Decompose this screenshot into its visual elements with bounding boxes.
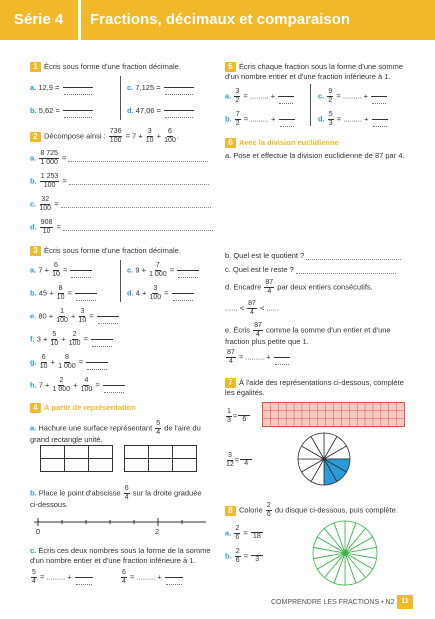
ex4-c-item-2: $\frac{6}{4}$ = ......... +	[120, 569, 184, 586]
example-fraction-1: $\frac{736}{100}$	[109, 128, 122, 144]
ex1-number: 1	[30, 62, 41, 72]
ex1-item-c	[127, 81, 195, 95]
ex3-item-e: e. 80 + $\frac{1}{100}$ + $\frac{3}{10}$ =	[30, 308, 120, 325]
ex5-item-d: d. $\frac{5}{3}$ = ......... +	[318, 111, 389, 128]
ex8-instruction: 8 Colorie $\frac{2}{6}$ du disque ci-dessous, puis complète.	[225, 502, 398, 519]
footer-text: COMPRENDRE LES FRACTIONS • N2	[271, 599, 395, 606]
item-expr: 5,62 =	[38, 105, 60, 115]
ex6-a: a. Pose et effectue la division euclidienne de 87 par 4.	[225, 151, 405, 160]
item-letter: d.	[127, 105, 134, 115]
ex6-b: b. Quel est le quotient ?	[225, 251, 401, 261]
page-title: Fractions, décimaux et comparaison	[90, 11, 351, 28]
ex4-number: 4	[30, 403, 41, 413]
answer-fraction[interactable]	[177, 264, 199, 278]
item-letter: c.	[30, 199, 37, 209]
answer-fraction[interactable]	[164, 104, 194, 118]
ex1-divider	[120, 76, 121, 120]
ex7-eq-1[interactable]: $\frac{1}{3}$ = 6	[225, 408, 251, 425]
ex4-c-item-1: $\frac{5}{4}$ = ......... +	[30, 569, 94, 586]
ex3-item-d: d. 4 + $\frac{3}{100}$ =	[127, 285, 195, 302]
ex6-heading: 6 Avec la division euclidienne	[225, 138, 339, 148]
ex4-c-text2: d'un nombre entier et d'une fraction inférieure à 1.	[30, 556, 196, 565]
item-fraction: $\frac{1 253}{100}$	[40, 173, 59, 189]
ex2-text: Décompose ainsi :	[44, 131, 106, 141]
ex5-divider	[310, 84, 311, 126]
ex5-instruction: 5 Écris chaque fraction sous la forme d'une somme	[225, 62, 403, 72]
answer-fraction[interactable]	[63, 104, 93, 118]
axis-label-2: 2	[155, 527, 160, 536]
answer-fraction[interactable]	[97, 310, 119, 324]
item-letter: b.	[30, 105, 37, 115]
ex7-text2: les égalités.	[225, 388, 265, 397]
ex4-heading	[30, 403, 136, 413]
ex8-item-a[interactable]: a. $\frac{2}{6}$ = 18	[225, 525, 264, 542]
ex3-number: 3	[30, 246, 41, 256]
ex6-e-fill[interactable]: $\frac{87}{4}$ = ......... +	[225, 349, 291, 366]
ex4-b-text: b. Place le point d'abscisse $\frac{6}{4}$ sur la droite graduée	[30, 485, 202, 501]
answer-line[interactable]	[69, 178, 209, 185]
pie-disc-twelfths	[296, 431, 352, 487]
ex4-a-text: a. Hachure une surface représentant $\frac{5}{4}$ de l'aire du	[30, 420, 201, 436]
ex2-item-d: d. $\frac{908}{10}$ =	[30, 219, 213, 236]
example-end: .	[176, 131, 179, 141]
ex2-instruction	[30, 128, 179, 145]
ex6-d: d. Encadre $\frac{87}{4}$ par deux entiers consécutifs.	[225, 279, 373, 295]
answer-line[interactable]	[68, 155, 208, 162]
item-letter: a.	[30, 82, 37, 92]
ex8-item-b[interactable]: b. $\frac{2}{6}$ = 3	[225, 548, 264, 565]
answer-fraction[interactable]	[172, 287, 194, 301]
answer-line[interactable]	[63, 224, 213, 231]
ex3-instruction	[30, 246, 181, 256]
ex4-b-text2: ci-dessous.	[30, 500, 68, 509]
answer-fraction[interactable]	[164, 81, 194, 95]
answer-fraction[interactable]	[75, 287, 97, 301]
item-expr: 12,9 =	[38, 82, 60, 92]
item-fraction: $\frac{32}{100}$	[39, 196, 52, 212]
ex5-text2: d'un nombre entier et d'une fraction inférieure à 1.	[225, 72, 391, 81]
grid-rectangle	[262, 402, 406, 428]
example-fraction-2: $\frac{3}{10}$	[145, 128, 154, 144]
example-eq: = 7 +	[125, 131, 143, 141]
division-workspace[interactable]	[225, 165, 410, 245]
ex1-instruction	[30, 62, 181, 72]
answer-fraction[interactable]	[86, 356, 108, 370]
ex3-item-a: a. 7 + $\frac{6}{10}$ =	[30, 262, 93, 279]
ex3-item-b: b. 45 + $\frac{8}{10}$ =	[30, 285, 98, 302]
ex3-item-h: h. 7 + $\frac{2}{1 000}$ + $\frac{4}{100}$ =	[30, 377, 126, 394]
ex6-e: e. Écris $\frac{87}{4}$ comme la somme d'un entier et d'une	[225, 322, 391, 338]
answer-fraction[interactable]	[63, 81, 93, 95]
ex1-item-d	[127, 104, 195, 118]
ex2-item-b: b. $\frac{1 253}{100}$ =	[30, 173, 209, 190]
ex1-item-b	[30, 104, 94, 118]
ex3-item-f: f. 3 + $\frac{5}{10}$ + $\frac{2}{100}$ =	[30, 331, 114, 348]
answer-fraction[interactable]	[103, 379, 125, 393]
ex5-item-b: b. $\frac{7}{2}$ = ......... +	[225, 111, 296, 128]
ex1-text: Écris sous forme d'une fraction décimale.	[44, 62, 181, 71]
item-expr: 47,06 =	[135, 105, 161, 115]
example-fraction-3: $\frac{6}{100}$	[164, 128, 176, 144]
answer-fraction[interactable]	[70, 264, 92, 278]
header-separator	[78, 0, 81, 40]
ex6-d-line[interactable]: ...... < $\frac{87}{4}$ < ......	[225, 300, 279, 316]
pie-disc-eighteenths[interactable]	[310, 518, 380, 588]
item-fraction: $\frac{8 725}{1 000}$	[40, 150, 58, 166]
item-expr: 7,125 =	[135, 82, 161, 92]
page-header	[0, 0, 435, 40]
page-number: 11	[397, 595, 413, 609]
item-fraction: $\frac{908}{10}$	[40, 219, 53, 235]
item-letter: b.	[30, 176, 37, 186]
ex2-item-c: c. $\frac{32}{100}$ =	[30, 196, 211, 213]
ex5-item-a: a. $\frac{3}{2}$ = ......... +	[225, 88, 295, 105]
answer-line[interactable]	[61, 201, 211, 208]
item-letter: c.	[127, 82, 134, 92]
ex2-number: 2	[30, 132, 41, 142]
ex4-c-text: c. Écris ces deux nombres sous la forme de la somme	[30, 546, 211, 555]
ex1-item-a	[30, 81, 94, 95]
axis-label-0: 0	[36, 527, 41, 536]
ex3-divider	[120, 260, 121, 302]
ex3-text: Écris sous forme d'une fraction décimale.	[44, 246, 181, 255]
ex6-e-text2: fraction plus petite que 1.	[225, 337, 309, 346]
ex4-title: À partir de représentation	[44, 403, 136, 412]
unit-rectangles[interactable]	[40, 445, 220, 473]
ex3-item-g: g. $\frac{6}{10}$ + $\frac{8}{1 000}$ =	[30, 354, 109, 371]
answer-fraction[interactable]	[91, 333, 113, 347]
ex7-eq-2[interactable]: $\frac{3}{12}$ = 4	[225, 452, 253, 469]
ex7-instruction: 7 À l'aide des représentations ci-dessous, complète	[225, 378, 404, 388]
number-line[interactable]	[30, 515, 210, 529]
item-letter: d.	[30, 222, 37, 232]
item-letter: a.	[30, 153, 37, 163]
ex3-item-c: c. 9 + $\frac{7}{1 000}$ =	[127, 262, 200, 279]
serie-label: Série 4	[14, 11, 64, 28]
ex6-c: c. Quel est le reste ?	[225, 265, 396, 275]
ex4-a-text2: grand rectangle unité.	[30, 435, 103, 444]
ex5-item-c: c. $\frac{9}{2}$ = ......... +	[318, 88, 388, 105]
example-plus: +	[156, 131, 162, 141]
ex2-item-a: a. $\frac{8 725}{1 000}$ =	[30, 150, 208, 167]
